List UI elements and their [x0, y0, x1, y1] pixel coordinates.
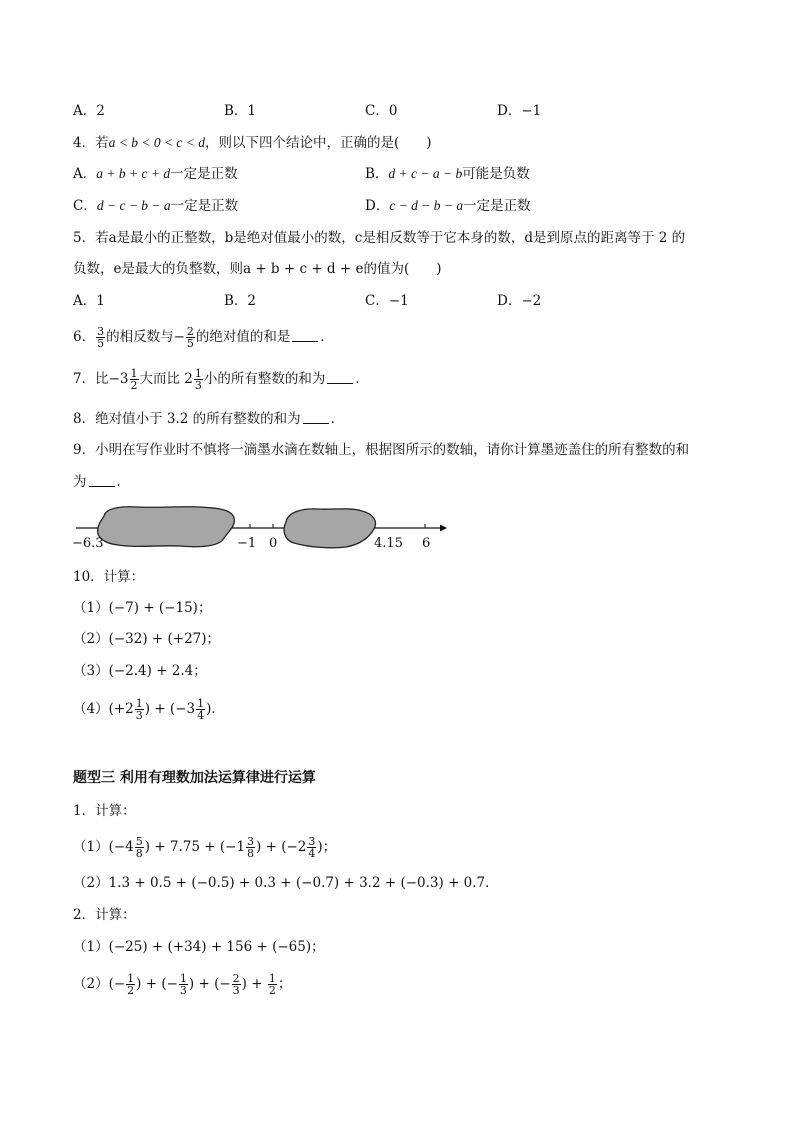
q4-option-d: D．c − d − b − a一定是正数 [365, 198, 531, 214]
q10-item-4: （4）(+2 $\frac{1}{3}$ ) + (−3 $\frac{1}{4}$ )． [73, 697, 225, 722]
numberline-label: 4.15 [374, 536, 403, 551]
s3q2-item-1: （1）(−25) + (+34) + 156 + (−65)； [73, 939, 325, 955]
numberline-label: 0 [269, 536, 278, 551]
q3-option-a: A．2 [73, 103, 105, 119]
fraction: $\frac{3}{4}$ [308, 835, 316, 860]
answer-blank[interactable] [292, 329, 318, 342]
q9-line2: 为 ． [73, 474, 130, 490]
fraction: $\frac{1}{3}$ [135, 697, 143, 722]
q5-stem-line2: 负数，e是最大的负整数，则a + b + c + d + e的值为( ) [73, 261, 442, 277]
fraction: $\frac{1}{2}$ [130, 367, 138, 392]
fraction: $\frac{2}{5}$ [186, 325, 194, 350]
q4-option-c: C．d − c − b − a一定是正数 [73, 198, 239, 214]
q7: 7．比−3 $\frac{1}{2}$ 大而比 2 $\frac{1}{3}$ 小的所有整数的和为 ． [73, 367, 369, 392]
q8: 8．绝对值小于 3.2 的所有整数的和为 ． [73, 411, 345, 427]
fraction: $\frac{1}{3}$ [179, 972, 187, 997]
q5-option-a: A．1 [73, 293, 105, 309]
s3q2-item-2: （2）(− $\frac{1}{2}$ ) + (− $\frac{1}{3}$ ) + (− $\frac{2}{3}$ ) + $\frac{1}{2}$ ； [73, 972, 292, 997]
fraction: $\frac{1}{2}$ [127, 972, 135, 997]
ink-blot-right [284, 509, 375, 548]
q5-option-d: D．−2 [497, 293, 542, 309]
answer-blank[interactable] [327, 371, 353, 384]
numberline-label: 6 [422, 536, 431, 551]
s3q1-item-1: （1）(−4 $\frac{5}{8}$ ) + 7.75 + (−1 $\frac{3}{8}$ ) + (−2 $\frac{3}{4}$ )； [73, 835, 337, 860]
q10-title: 10．计算： [73, 569, 145, 585]
numberline-label: −1 [237, 536, 257, 551]
fraction: $\frac{2}{3}$ [232, 972, 240, 997]
fraction: $\frac{1}{4}$ [197, 697, 205, 722]
q9-line1: 9．小明在写作业时不慎将一滴墨水滴在数轴上，根据图所示的数轴，请你计算墨迹盖住的所有整数的和 [73, 442, 690, 458]
q5-option-b: B．2 [224, 293, 257, 309]
ink-blot-left [98, 507, 235, 547]
q3-option-b: B．1 [224, 103, 257, 119]
q10-item-2: （2）(−32) + (+27)； [73, 631, 221, 647]
fraction: $\frac{3}{5}$ [97, 325, 105, 350]
q10-item-3: （3）(−2.4) + 2.4； [73, 663, 207, 679]
q4-option-b: B．d + c − a − b可能是负数 [365, 166, 530, 182]
q6: 6． $\frac{3}{5}$ 的相反数与− $\frac{2}{5}$ 的绝对值的和是 ． [73, 325, 334, 350]
q10-item-1: （1）(−7) + (−15)； [73, 600, 212, 616]
q3-option-c: C．0 [365, 103, 398, 119]
q3-option-d: D．−1 [497, 103, 542, 119]
s3q2-title: 2．计算： [73, 907, 136, 923]
q4-option-a: A．a + b + c + d一定是正数 [73, 166, 238, 182]
answer-blank[interactable] [303, 411, 329, 424]
numberline-label: −6.3 [72, 536, 104, 551]
fraction: $\frac{1}{2}$ [268, 972, 276, 997]
q5-option-c: C．−1 [365, 293, 409, 309]
q4-stem: 4．若a < b < 0 < c < d，则以下四个结论中，正确的是( ) [73, 135, 432, 151]
fraction: $\frac{3}{8}$ [247, 835, 255, 860]
s3q1-title: 1．计算： [73, 803, 136, 819]
fraction: $\frac{5}{8}$ [135, 835, 143, 860]
axis-arrow [440, 525, 447, 532]
answer-blank[interactable] [89, 474, 115, 487]
q5-stem-line1: 5．若a是最小的正整数，b是绝对值最小的数，c是相反数等于它本身的数，d是到原点的距离等于 2 的 [73, 230, 686, 246]
s3q1-item-2: （2）1.3 + 0.5 + (−0.5) + 0.3 + (−0.7) + 3.2 + (−0.3) + 0.7． [73, 875, 499, 891]
fraction: $\frac{1}{3}$ [194, 367, 202, 392]
section-title: 题型三 利用有理数加法运算律进行运算 [73, 770, 316, 786]
